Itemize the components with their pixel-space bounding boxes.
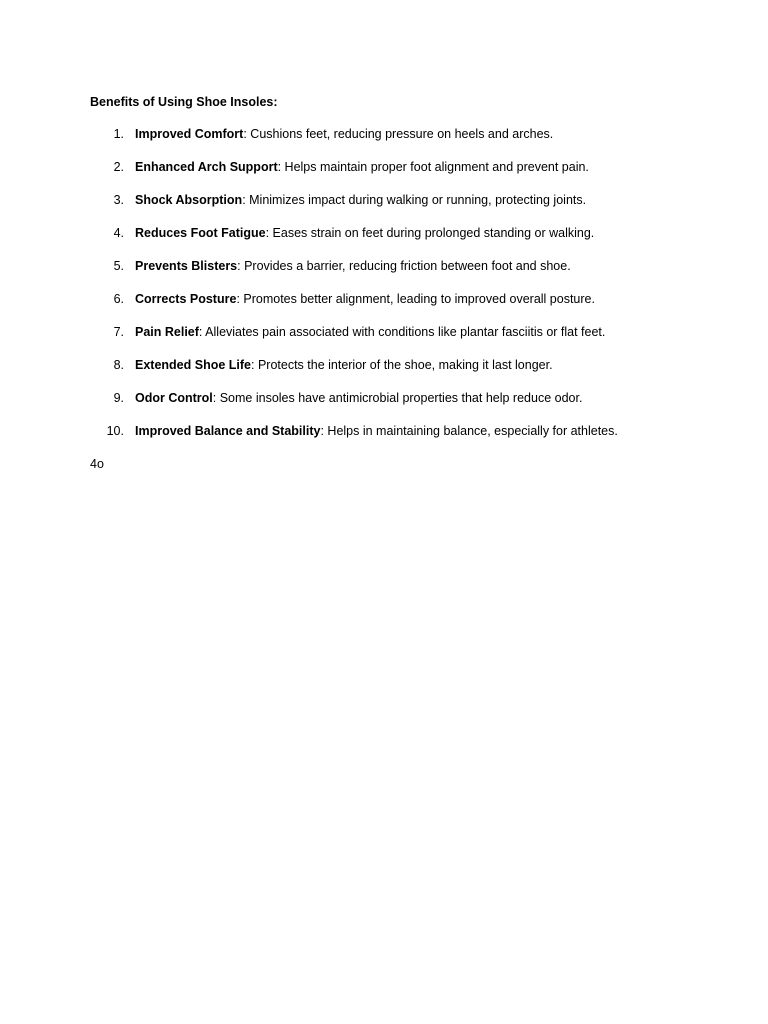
benefit-item xyxy=(0,390,768,423)
benefit-description: : Helps maintain proper foot alignment and prevent pain. xyxy=(277,160,589,174)
benefit-item xyxy=(0,258,768,291)
benefit-term: Enhanced Arch Support xyxy=(135,160,278,174)
benefit-description: : Alleviates pain associated with conditions like plantar fasciitis or flat feet. xyxy=(198,325,606,339)
benefit-text xyxy=(135,126,553,142)
benefit-number: 1. xyxy=(113,127,124,141)
benefit-text xyxy=(135,390,582,406)
benefit-description: : Protects the interior of the shoe, making it last longer. xyxy=(251,358,553,372)
benefit-term: Shock Absorption xyxy=(135,193,243,207)
benefit-description: : Helps in maintaining balance, especially for athletes. xyxy=(320,424,618,438)
benefit-text xyxy=(135,225,594,241)
benefits-list xyxy=(0,126,768,456)
benefit-number: 3. xyxy=(113,193,124,207)
benefit-text xyxy=(135,258,571,274)
benefit-item xyxy=(0,291,768,324)
benefit-term: Improved Balance and Stability xyxy=(135,424,321,438)
benefit-text xyxy=(135,324,605,340)
benefit-item xyxy=(0,159,768,192)
benefit-item xyxy=(0,357,768,390)
benefit-description: : Minimizes impact during walking or running, protecting joints. xyxy=(242,193,587,207)
benefit-item xyxy=(0,423,768,456)
benefit-item xyxy=(0,126,768,159)
benefit-text xyxy=(135,192,586,208)
benefit-term: Corrects Posture xyxy=(135,292,237,306)
benefit-number: 7. xyxy=(113,325,124,339)
benefit-term: Prevents Blisters xyxy=(135,259,238,273)
benefit-item xyxy=(0,324,768,357)
benefit-term: Odor Control xyxy=(135,391,213,405)
benefit-item xyxy=(0,192,768,225)
benefit-number: 5. xyxy=(113,259,124,273)
benefit-number: 2. xyxy=(113,160,124,174)
benefit-description: : Some insoles have antimicrobial properties that help reduce odor. xyxy=(212,391,583,405)
benefit-term: Improved Comfort xyxy=(135,127,244,141)
benefit-term: Reduces Foot Fatigue xyxy=(135,226,266,240)
footer-label: 4o xyxy=(90,457,104,471)
benefit-number: 10. xyxy=(106,424,124,438)
benefit-description: : Promotes better alignment, leading to improved overall posture. xyxy=(236,292,595,306)
benefit-number: 6. xyxy=(113,292,124,306)
benefit-description: : Eases strain on feet during prolonged standing or walking. xyxy=(265,226,595,240)
benefit-text xyxy=(135,357,553,373)
benefit-number: 4. xyxy=(113,226,124,240)
benefit-term: Extended Shoe Life xyxy=(135,358,251,372)
benefit-description: : Provides a barrier, reducing friction between foot and shoe. xyxy=(237,259,571,273)
benefit-number: 8. xyxy=(113,358,124,372)
benefit-text xyxy=(135,159,589,175)
benefit-term: Pain Relief xyxy=(135,325,199,339)
document-heading: Benefits of Using Shoe Insoles: xyxy=(90,95,278,109)
benefit-item xyxy=(0,225,768,258)
benefit-number: 9. xyxy=(113,391,124,405)
benefit-text xyxy=(135,291,595,307)
benefit-description: : Cushions feet, reducing pressure on heels and arches. xyxy=(243,127,554,141)
benefit-text xyxy=(135,423,618,439)
